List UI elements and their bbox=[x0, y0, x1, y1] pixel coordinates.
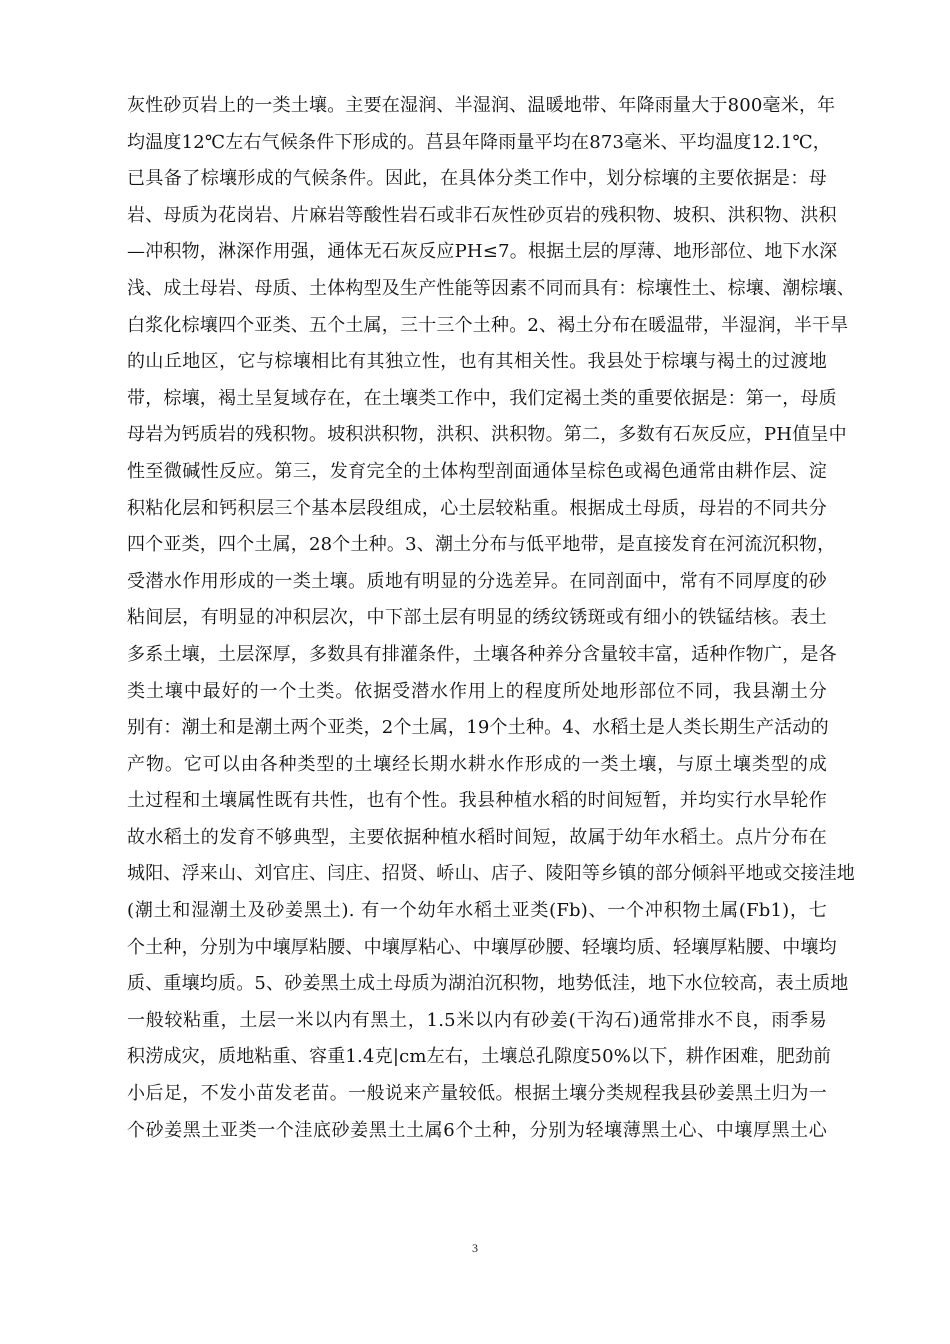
text-line: 小后足，不发小苗发老苗。一般说来产量较低。根据土壤分类规程我县砂姜黑土归为一 bbox=[127, 1083, 827, 1105]
text-line: 土过程和土壤属性既有共性，也有个性。我县种植水稻的时间短暂，并均实行水旱轮作 bbox=[127, 790, 827, 812]
text-line: 城阳、浮来山、刘官庄、闫庄、招贤、峤山、店子、陵阳等乡镇的部分倾斜平地或交接洼地 bbox=[127, 863, 855, 885]
text-line: 类土壤中最好的一个土类。依据受潜水作用上的程度所处地形部位不同，我县潮土分 bbox=[127, 680, 827, 702]
text-line: 质、重壤均质。5、砂姜黑土成土母质为湖泊沉积物，地势低洼，地下水位较高，表土质地 bbox=[127, 973, 849, 995]
text-line: 积涝成灾，质地粘重、容重1.4克|cm左右，土壤总孔隙度50%以下，耕作困难，肥劲前 bbox=[127, 1046, 832, 1068]
text-line: 多系土壤，土层深厚，多数具有排灌条件，土壤各种养分含量较丰富，适种作物广，是各 bbox=[127, 643, 837, 665]
text-line: 浅、成土母岩、母质、土体构型及生产性能等因素不同而具有：棕壤性土、棕壤、潮棕壤、 bbox=[127, 277, 855, 299]
text-line: 均温度12℃左右气候条件下形成的。莒县年降雨量平均在873毫米、平均温度12.1℃， bbox=[127, 131, 832, 153]
text-line: 一般较粘重，土层一米以内有黑土，1.5米以内有砂姜(干沟石)通常排水不良，雨季易 bbox=[127, 1009, 827, 1031]
text-line: 个土种，分别为中壤厚粘腰、中壤厚粘心、中壤厚砂腰、轻壤均质、轻壤厚粘腰、中壤均 bbox=[127, 936, 837, 958]
text-line: 四个亚类，四个土属，28个土种。3、潮土分布与低平地带，是直接发育在河流沉积物， bbox=[127, 534, 836, 556]
text-line: (潮土和湿潮土及砂姜黑土). 有一个幼年水稻土亚类(Fb)、一个冲积物土属(Fb1)，七 bbox=[127, 900, 827, 922]
page-number: 3 bbox=[472, 1241, 478, 1255]
body-text bbox=[127, 88, 855, 1149]
text-line: 故水稻土的发育不够典型，主要依据种植水稻时间短，故属于幼年水稻土。点片分布在 bbox=[127, 826, 827, 848]
text-line: 性至微碱性反应。第三，发育完全的土体构型剖面通体呈棕色或褐色通常由耕作层、淀 bbox=[127, 460, 827, 482]
text-line: —冲积物，淋深作用强，通体无石灰反应PH≤7。根据土层的厚薄、地形部位、地下水深 bbox=[127, 241, 838, 263]
text-line: 灰性砂页岩上的一类土壤。主要在湿润、半湿润、温暖地带、年降雨量大于800毫米，年 bbox=[127, 95, 836, 116]
text-line: 带，棕壤，褐土呈复域存在，在土壤类工作中，我们定褐土类的重要依据是：第一，母质 bbox=[127, 387, 837, 409]
text-line: 的山丘地区，它与棕壤相比有其独立性，也有其相关性。我县处于棕壤与褐土的过渡地 bbox=[127, 351, 827, 373]
text-line: 个砂姜黑土亚类一个洼底砂姜黑土土属6个土种，分别为轻壤薄黑土心、中壤厚黑土心 bbox=[127, 1119, 827, 1141]
text-line: 白浆化棕壤四个亚类、五个土属，三十三个土种。2、褐土分布在暖温带，半湿润，半干旱 bbox=[127, 314, 849, 336]
text-line: 已具备了棕壤形成的气候条件。因此，在具体分类工作中，划分棕壤的主要依据是：母 bbox=[127, 168, 827, 190]
text-line: 母岩为钙质岩的残积物。坡积洪积物，洪积、洪积物。第二，多数有石灰反应，PH值呈中 bbox=[127, 424, 847, 446]
text-line: 受潜水作用形成的一类土壤。质地有明显的分选差异。在同剖面中，常有不同厚度的砂 bbox=[127, 570, 827, 592]
text-line: 别有：潮土和是潮土两个亚类，2个土属，19个土种。4、水稻土是人类长期生产活动的 bbox=[127, 717, 829, 739]
text-line: 粘间层，有明显的冲积层次，中下部土层有明显的绣纹锈斑或有细小的铁锰结核。表土 bbox=[127, 607, 827, 629]
text-line: 岩、母质为花岗岩、片麻岩等酸性岩石或非石灰性砂页岩的残积物、坡积、洪积物、洪积 bbox=[127, 204, 837, 226]
text-line: 积粘化层和钙积层三个基本层段组成，心土层较粘重。根据成土母质，母岩的不同共分 bbox=[127, 497, 827, 519]
text-line: 产物。它可以由各种类型的土壤经长期水耕水作形成的一类土壤，与原土壤类型的成 bbox=[127, 753, 827, 775]
